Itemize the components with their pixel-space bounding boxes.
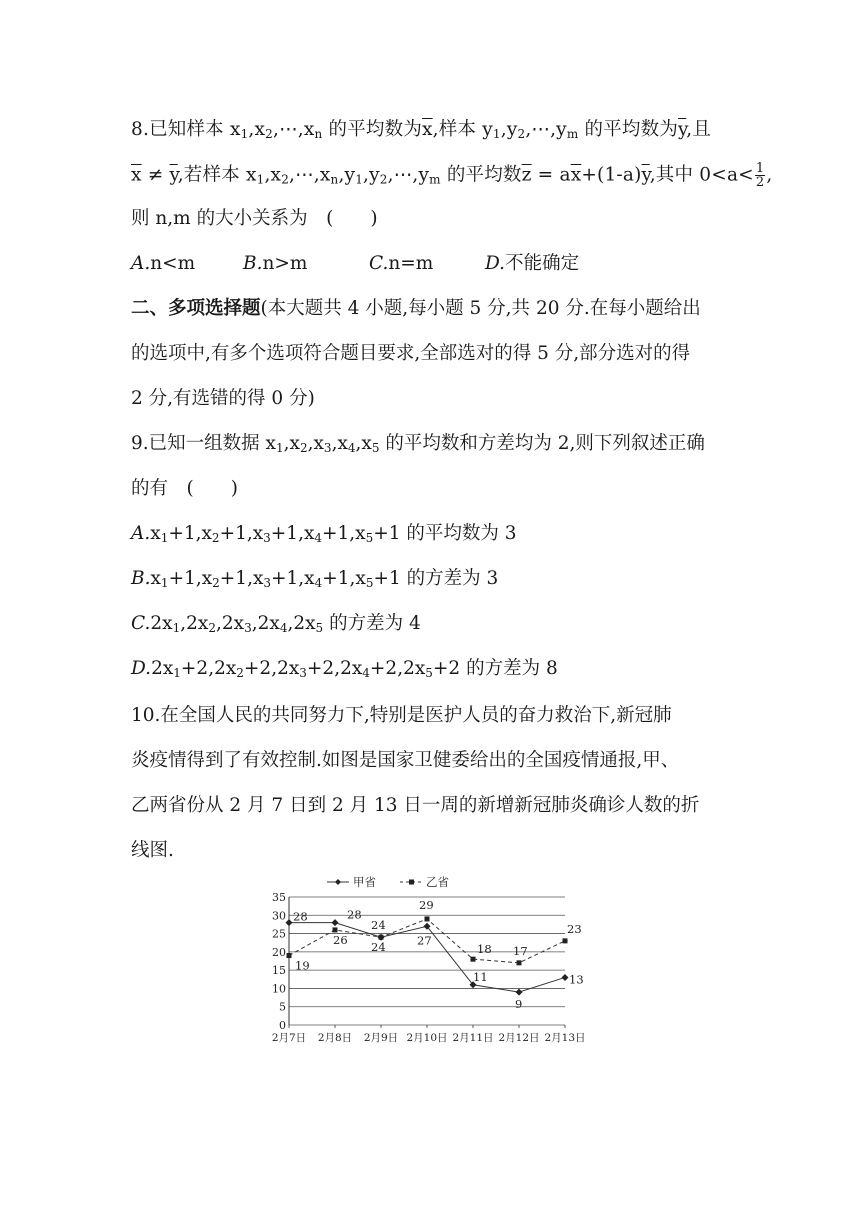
- x-tick-label: 2月13日: [544, 1032, 586, 1044]
- x-tick-label: 2月12日: [498, 1032, 540, 1044]
- q9-line-1: 9.已知一组数据 $x_1,x_2,x_3,x_4,x_5$ 的平均数和方差均为 2,则下列叙述正确: [131, 433, 705, 455]
- q9-option-a: $A.x_1+1,x_2+1,x_3+1,x_4+1,x_5+1$ 的平均数为 3: [131, 523, 517, 545]
- y-tick-label: 30: [272, 909, 286, 923]
- data-point: [562, 974, 569, 981]
- q10-number: 10.: [131, 705, 161, 726]
- section2-line-1: 二、多项选择题(本大题共 4 小题,每小题 5 分,共 20 分.在每小题给出: [131, 298, 701, 319]
- data-label: 11: [473, 969, 488, 984]
- y-tick-label: 0: [279, 1019, 286, 1032]
- q10-line-1: 10.在全国人民的共同努力下,特别是医护人员的奋力救治下,新冠肺: [131, 705, 672, 726]
- legend-marker: [335, 879, 341, 885]
- data-point: [286, 919, 293, 926]
- data-point: [563, 938, 568, 943]
- q9-option-b: $B.x_1+1,x_2+1,x_3+1,x_4+1,x_5+1$ 的方差为 3: [131, 568, 499, 590]
- data-label: 19: [295, 958, 310, 973]
- y-tick-label: 15: [272, 964, 286, 978]
- q8-number: 8.: [131, 119, 150, 140]
- q10-line-3: 乙两省份从 2 月 7 日到 2 月 13 日一周的新增新冠肺炎确诊人数的折: [131, 795, 700, 816]
- x-tick-label: 2月9日: [363, 1032, 399, 1044]
- q9-option-d: $D.2x_1+2,2x_2+2,2x_3+2,2x_4+2,2x_5+2$ 的方差为 8: [131, 658, 558, 680]
- x-tick-label: 2月11日: [452, 1032, 494, 1044]
- q9-number: 9.: [131, 433, 149, 454]
- y-tick-label: 20: [272, 945, 286, 959]
- q9-option-c: $C.2x_1,2x_2,2x_3,2x_4,2x_5$ 的方差为 4: [131, 613, 421, 635]
- data-label: 27: [417, 933, 432, 948]
- data-point: [517, 960, 522, 965]
- x-tick-label: 2月7日: [271, 1032, 307, 1044]
- legend-label: 甲省: [353, 875, 376, 889]
- legend-marker: [409, 880, 414, 885]
- section2-line-2: 的选项中,有多个选项符合题目要求,全部选对的得 5 分,部分选对的得: [131, 343, 691, 364]
- q10-line-2: 炎疫情得到了有效控制.如图是国家卫健委给出的全国疫情通报,甲、: [131, 750, 680, 771]
- data-label: 28: [347, 907, 362, 922]
- data-label: 18: [477, 942, 492, 957]
- q8-option-d: D.不能确定: [485, 253, 580, 274]
- y-tick-label: 10: [272, 982, 286, 996]
- fraction-half: $\frac{1}{2}$: [755, 161, 765, 190]
- data-label: 24: [371, 918, 386, 933]
- y-tick-label: 25: [272, 927, 286, 941]
- data-label: 9: [515, 997, 523, 1012]
- data-point: [333, 927, 338, 932]
- data-label: 29: [419, 897, 434, 912]
- y-tick-label: 35: [272, 891, 286, 904]
- section2-heading: 二、多项选择题: [131, 298, 261, 319]
- data-point: [287, 953, 292, 958]
- q9-line-2: 的有 ( ): [131, 478, 238, 499]
- legend-label: 乙省: [426, 875, 449, 889]
- data-label: 13: [569, 972, 584, 987]
- data-label: 23: [567, 921, 582, 936]
- q8-option-b: B.n>m: [243, 253, 308, 274]
- q8-options: [131, 252, 579, 276]
- x-tick-label: 2月10日: [406, 1032, 448, 1044]
- q8-line-1: 8.已知样本 $x_1,x_2,\cdots,x_n$ 的平均数为$\overline{x}$,样本 $y_1,y_2,\cdots,y_m$ 的平均数为$\overline{y}$,且: [131, 119, 712, 141]
- line-chart: [255, 868, 600, 1050]
- data-point: [471, 957, 476, 962]
- data-point: [379, 935, 384, 940]
- x-tick-label: 2月8日: [317, 1032, 353, 1044]
- data-label: 17: [513, 943, 528, 958]
- q8-line-2: $\overline{x} \ne \overline{y}$,若样本 $x_1,x_2,\cdots,x_n,y_1,y_2,\cdots,y_m$ 的平均数$\overline{z} = a\overline{x}+(1-a)\overline{y}$,其中 0<a< $\frac{1}{2}$ ,: [131, 161, 773, 190]
- data-point: [516, 989, 523, 996]
- data-label: 26: [333, 932, 348, 947]
- data-point: [425, 916, 430, 921]
- y-tick-label: 5: [279, 1000, 286, 1014]
- q8-option-c: C.n=m: [369, 253, 434, 274]
- data-label: 24: [371, 940, 386, 955]
- data-point: [332, 919, 339, 926]
- q10-line-4: 线图.: [131, 840, 174, 861]
- q8-line-3: 则 n,m 的大小关系为 ( ): [131, 208, 378, 229]
- section2-line-3: 2 分,有选错的得 0 分): [131, 388, 315, 409]
- data-label: 28: [293, 909, 308, 924]
- q8-option-a: A.n<m: [131, 253, 196, 274]
